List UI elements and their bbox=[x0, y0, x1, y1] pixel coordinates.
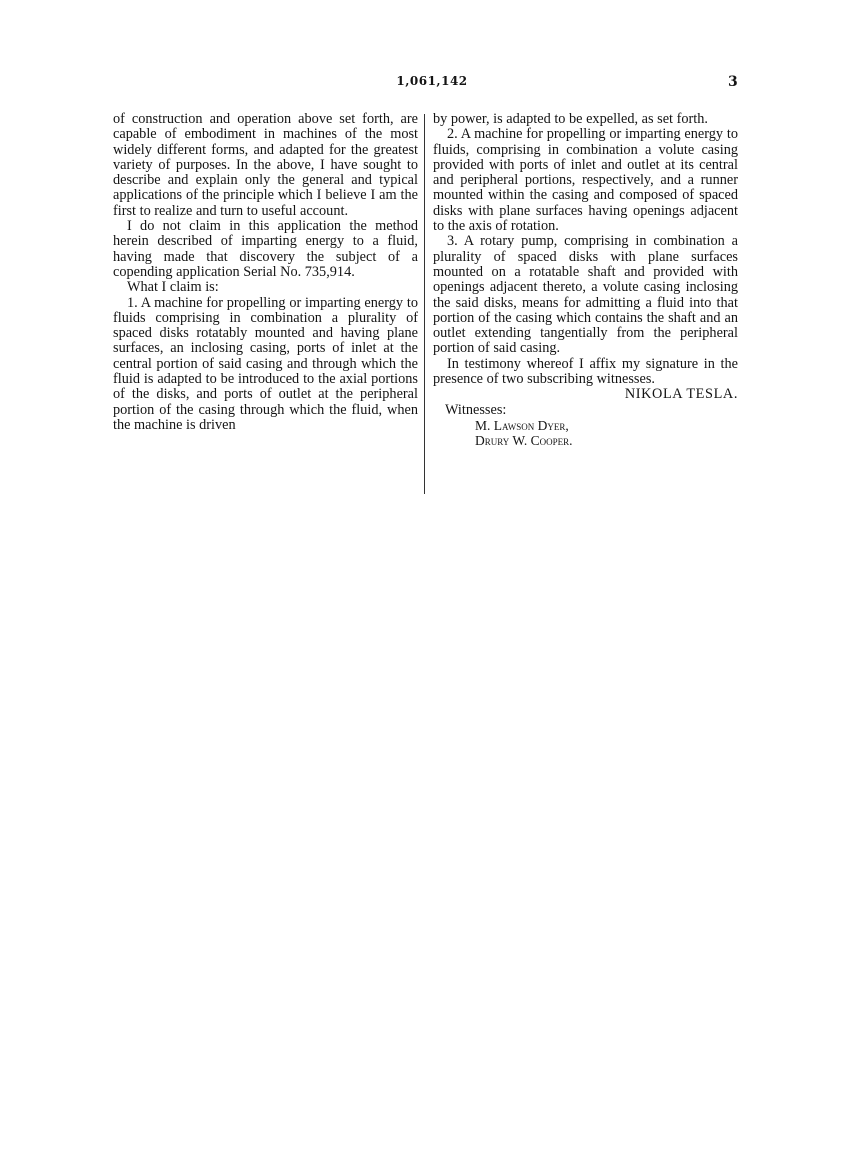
inventor-signature: NIKOLA TESLA. bbox=[624, 386, 738, 403]
witness-name: Drury W. Cooper. bbox=[475, 433, 573, 449]
column-divider bbox=[424, 114, 425, 494]
witness-name: M. Lawson Dyer, bbox=[475, 417, 569, 433]
claims-intro: What I claim is: bbox=[127, 279, 219, 296]
right-column bbox=[433, 112, 738, 449]
left-column bbox=[113, 112, 418, 433]
paragraph-disclaimer: I do not claim in this application the method herein described of imparting energy to a fluid, having made that discovery the subject of a copending application Serial No. 735,914. bbox=[113, 218, 418, 280]
patent-number: 1,061,142 bbox=[396, 74, 468, 88]
witnesses-label: Witnesses: bbox=[445, 401, 507, 418]
claim-1-continuation: by power, is adapted to be expelled, as set forth. bbox=[433, 111, 708, 127]
page-number: 3 bbox=[728, 74, 738, 90]
claim-1: 1. A machine for propelling or imparting energy to fluids comprising in combination a plurality of spaced disks rotatably mounted and having plane surfaces, an inclosing casing, ports of inlet at the central portion of said casing and through which the fluid is adapted to be introduced to the axial portions of the disks, and ports of outlet at the peripheral portion of the casing through which the fluid, when the machine is driven bbox=[113, 294, 418, 433]
testimony: In testimony whereof I affix my signature in the presence of two subscribing witnesses. bbox=[433, 355, 738, 388]
claim-2: 2. A machine for propelling or imparting energy to fluids, comprising in combination a volute casing provided with ports of inlet and outlet at its central and peripheral portions, respectively, and a runner mounted within the casing and composed of spaced disks with plane surfaces having openings adjacent to the axis of rotation. bbox=[433, 126, 738, 235]
paragraph-continuation: of construction and operation above set forth, are capable of embodiment in machines of the most widely different forms, and adapted for the greatest variety of purposes. In the above, I have sought to describe and explain only the general and typical applications of the principle which I believe I am the first to realize and turn to useful account. bbox=[113, 111, 418, 219]
claim-3: 3. A rotary pump, comprising in combination a plurality of spaced disks with plane surfaces mounted on a rotatable shaft and provided with openings adjacent thereto, a volute casing inclosing the said disks, means for admitting a fluid into that portion of the casing which contains the shaft and an outlet extending tangentially from the peripheral portion of said casing. bbox=[433, 233, 738, 357]
